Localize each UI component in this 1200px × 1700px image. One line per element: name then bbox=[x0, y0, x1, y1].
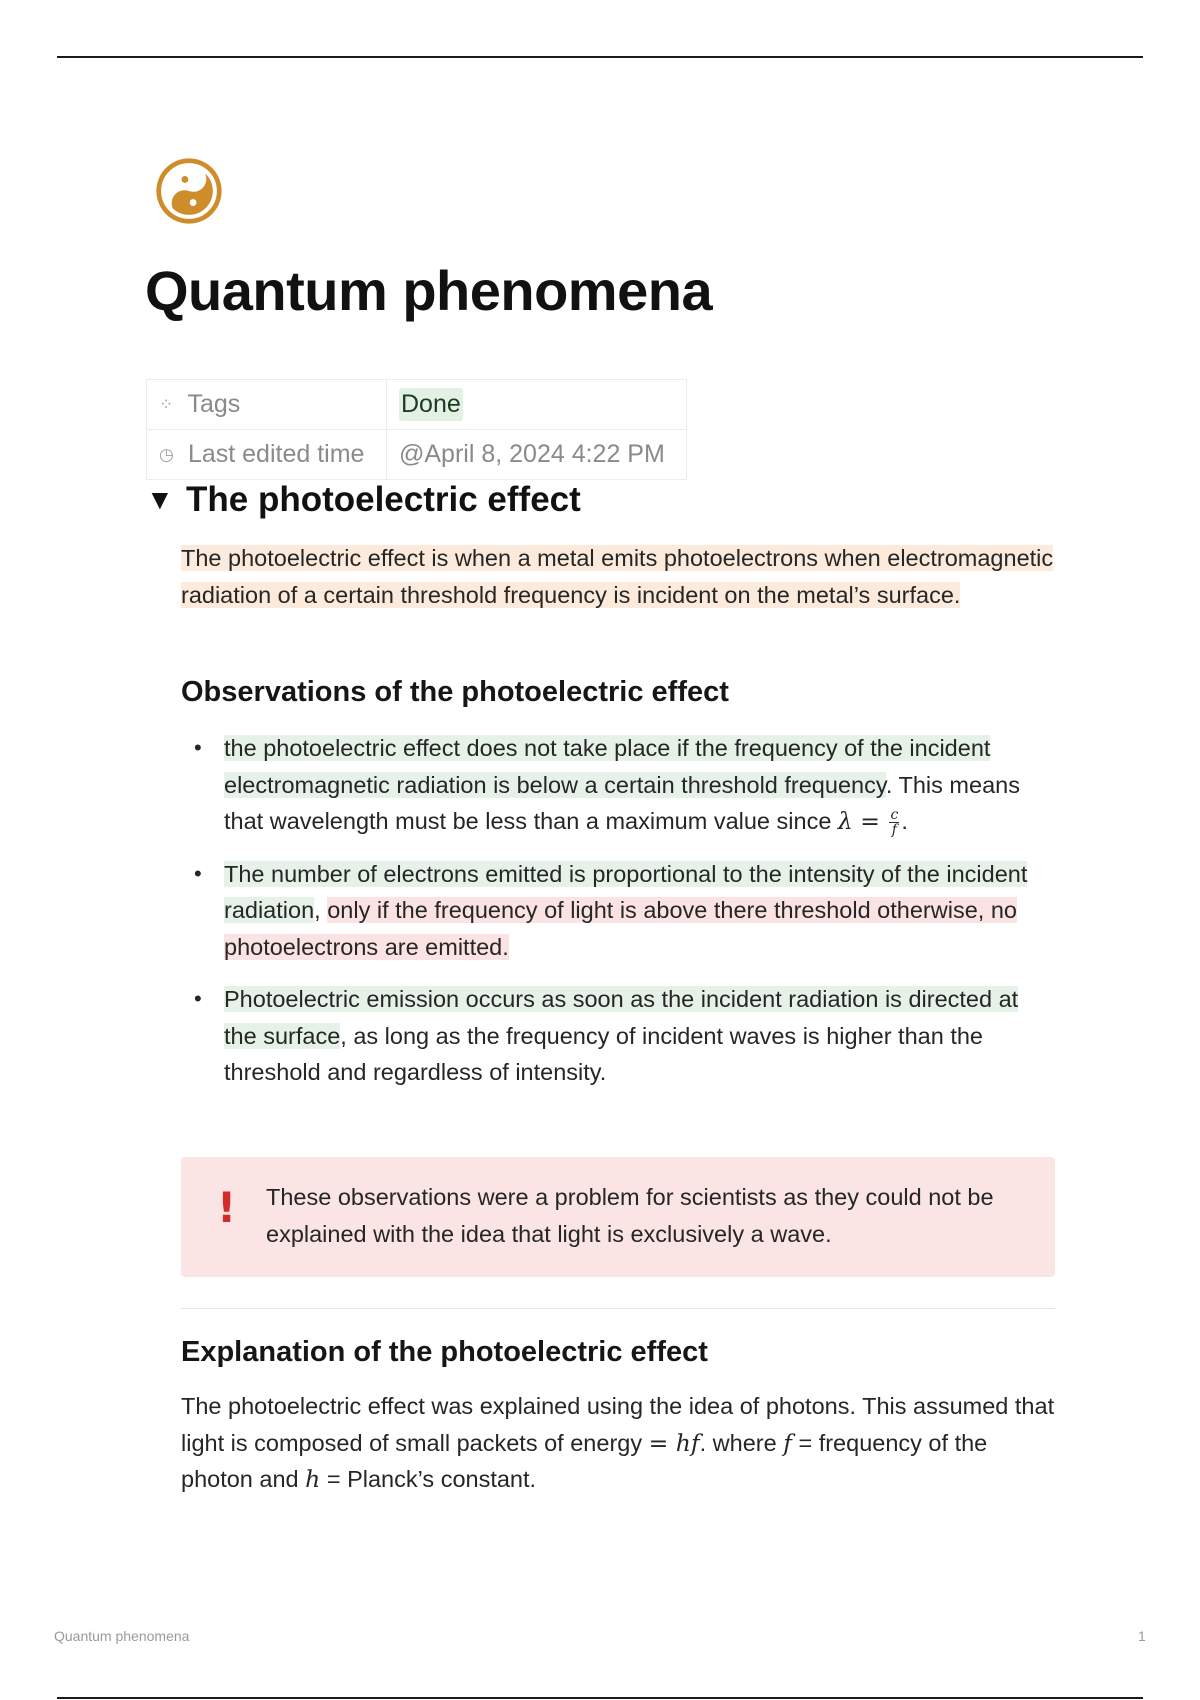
wavelength-formula: λ = $\frac{c}{f}$ bbox=[837, 807, 899, 838]
loader-icon: ⁘ bbox=[159, 395, 174, 415]
property-value-last-edited: @April 8, 2024 4:22 PM bbox=[387, 430, 687, 480]
status-badge: Done bbox=[399, 388, 463, 421]
properties-table bbox=[146, 379, 687, 480]
toggle-block bbox=[146, 480, 581, 520]
explanation-paragraph: The photoelectric effect was explained using the idea of photons. This assumed that light is composed of small packets of energy = hf. where f = frequency of the photon and h = Planck’s constant. bbox=[181, 1393, 1055, 1493]
toggle-triangle-icon[interactable]: ▼ bbox=[146, 484, 174, 515]
property-value-tags[interactable] bbox=[387, 380, 687, 430]
list-item: • Photoelectric emission occurs as soon as the incident radiation is directed at the surface, as long as the frequency of incident waves is higher than the threshold and regardless of intensity. bbox=[181, 981, 1051, 1091]
planck-symbol: h bbox=[305, 1465, 321, 1493]
bottom-rule bbox=[57, 1697, 1143, 1699]
energy-formula: = hf bbox=[648, 1428, 700, 1457]
property-row-tags[interactable] bbox=[147, 380, 687, 430]
yin-yang-icon[interactable] bbox=[155, 157, 223, 225]
callout-box bbox=[181, 1157, 1055, 1277]
exclamation-icon: ! bbox=[217, 1183, 237, 1232]
page-title: Quantum phenomena bbox=[145, 259, 713, 322]
property-row-last-edited[interactable] bbox=[147, 430, 687, 480]
divider bbox=[181, 1308, 1055, 1309]
observations-list bbox=[181, 730, 1051, 1107]
property-key-last-edited: ◷ Last edited time bbox=[147, 430, 387, 480]
top-rule bbox=[57, 56, 1143, 58]
frequency-symbol: f bbox=[783, 1428, 792, 1457]
list-item: • The number of electrons emitted is proportional to the intensity of the incident radiation, only if the frequency of light is above there threshold otherwise, no photoelectrons are emitted. bbox=[181, 856, 1051, 966]
observations-heading: Observations of the photoelectric effect bbox=[181, 676, 729, 708]
property-key-tags: ⁘ Tags bbox=[147, 380, 387, 430]
list-item: • the photoelectric effect does not take place if the frequency of the incident electromagnetic radiation is below a certain threshold frequency. This means that wavelength must be less than a maximum value since λ = $\frac{c}{f}$ . bbox=[181, 730, 1051, 840]
footer-title: Quantum phenomena bbox=[54, 1628, 190, 1644]
explanation-heading: Explanation of the photoelectric effect bbox=[181, 1336, 708, 1368]
callout-text: These observations were a problem for scientists as they could not be explained with the idea that light is exclusively a wave. bbox=[266, 1184, 994, 1247]
clock-icon: ◷ bbox=[159, 445, 174, 465]
intro-paragraph: The photoelectric effect is when a metal emits photoelectrons when electromagnetic radiation of a certain threshold frequency is incident on the metal’s surface. bbox=[181, 545, 1054, 608]
toggle-heading: The photoelectric effect bbox=[186, 480, 581, 519]
page-number: 1 bbox=[1138, 1628, 1146, 1644]
